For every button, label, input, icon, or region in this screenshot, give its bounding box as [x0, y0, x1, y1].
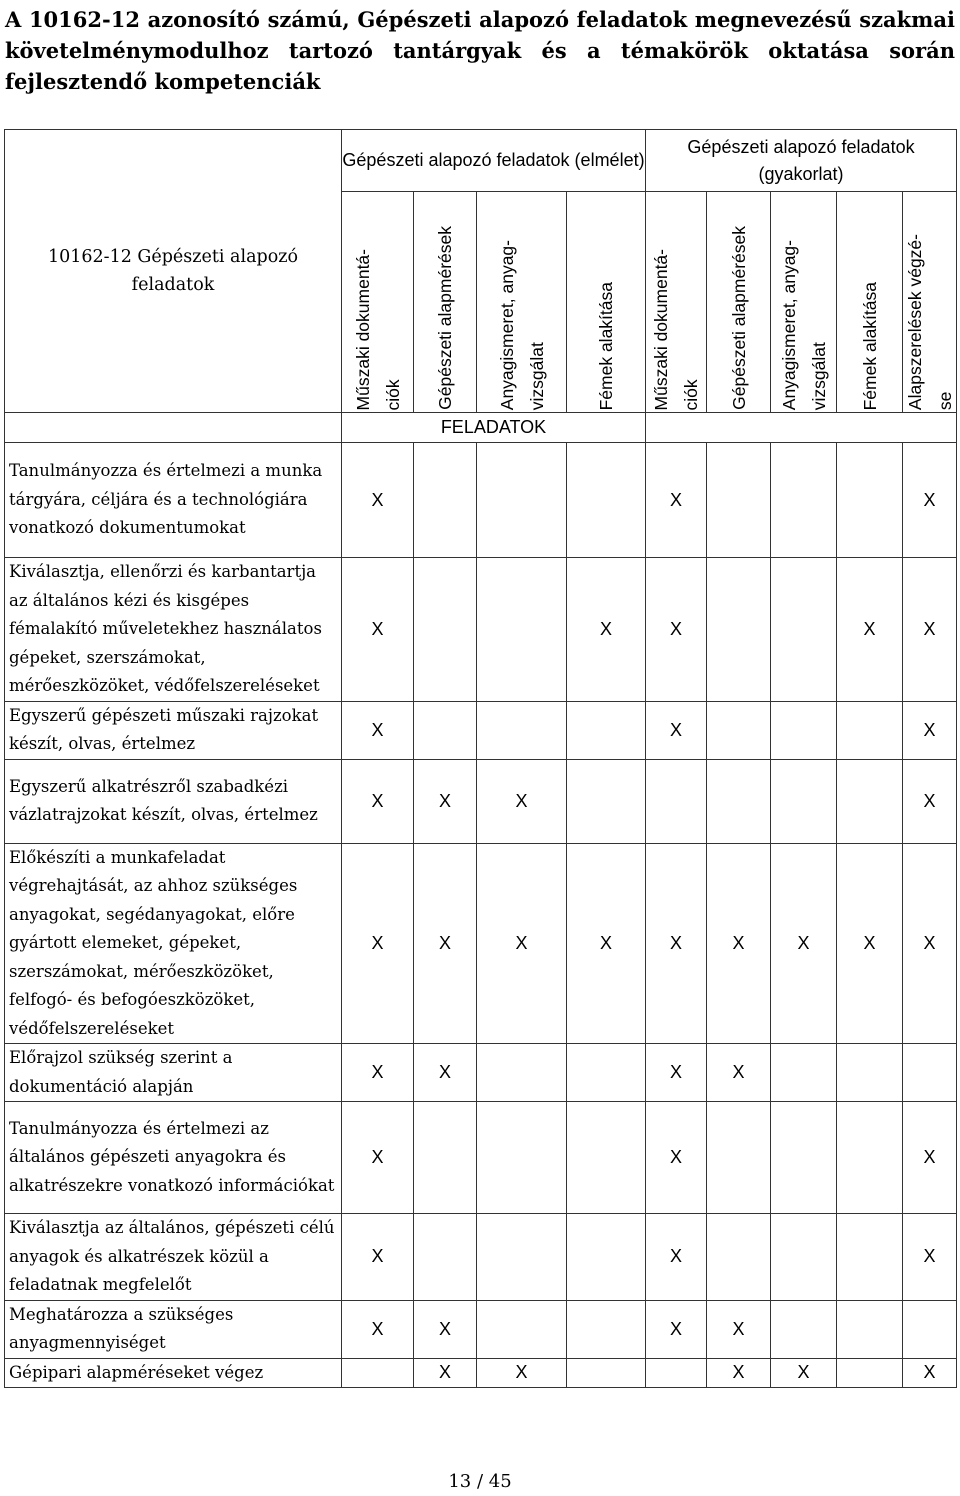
- task-cell: Kiválasztja, ellenőrzi és karbantartja az általános kézi és kisgépes fémalakító műveletekhez használatos gépeket, szerszámokat, mérőeszközöket, védőfelszereléseket: [5, 558, 342, 702]
- mark-cell: X: [837, 558, 903, 702]
- task-cell: Gépipari alapméréseket végez: [5, 1358, 342, 1388]
- mark-cell: X: [771, 843, 837, 1044]
- column-header-label: Műszaki dokumentá- ciók: [651, 248, 701, 410]
- mark-cell: X: [707, 1300, 771, 1358]
- table-row: [5, 1300, 957, 1358]
- mark-cell: [567, 1102, 646, 1214]
- mark-cell: X: [414, 843, 477, 1044]
- mark-cell: [771, 558, 837, 702]
- mark-cell: [837, 443, 903, 558]
- task-cell: Tanulmányozza és értelmezi az általános gépészeti anyagokra és alkatrészekre vonatkozó információkat: [5, 1102, 342, 1214]
- mark-cell: [477, 1102, 567, 1214]
- mark-cell: [771, 443, 837, 558]
- mark-cell: [837, 1214, 903, 1301]
- group-header-theory: Gépészeti alapozó feladatok (elmélet): [342, 130, 646, 192]
- mark-cell: X: [903, 701, 957, 759]
- competency-table: [4, 129, 957, 1388]
- mark-cell: X: [477, 843, 567, 1044]
- table-row: [5, 443, 957, 558]
- mark-cell: X: [342, 1300, 414, 1358]
- mark-cell: X: [477, 1358, 567, 1388]
- mark-cell: [707, 1102, 771, 1214]
- mark-cell: [771, 759, 837, 843]
- mark-cell: [646, 759, 707, 843]
- page-title: A 10162-12 azonosító számú, Gépészeti alapozó feladatok megnevezésű szakmai követelménymodulhoz tartozó tantárgyak és a témakörök oktatása során fejlesztendő kompetenciák: [5, 7, 955, 94]
- mark-cell: [903, 1044, 957, 1102]
- mark-cell: X: [707, 843, 771, 1044]
- table-corner-label: 10162-12 Gépészeti alapozó feladatok: [5, 130, 342, 413]
- column-header-label: Gépészeti alapmérések: [728, 226, 749, 410]
- mark-cell: [414, 1214, 477, 1301]
- table-row: [5, 558, 957, 702]
- mark-cell: [707, 443, 771, 558]
- mark-cell: X: [646, 1044, 707, 1102]
- mark-cell: X: [837, 843, 903, 1044]
- mark-cell: [903, 1300, 957, 1358]
- mark-cell: X: [414, 1300, 477, 1358]
- mark-cell: [837, 1044, 903, 1102]
- mark-cell: X: [342, 443, 414, 558]
- mark-cell: X: [903, 843, 957, 1044]
- column-header-label: Fémek alakítása: [859, 281, 880, 410]
- column-header: [477, 192, 567, 413]
- table-row: [5, 759, 957, 843]
- feladatok-spacer-right: [646, 413, 957, 443]
- task-cell: Egyszerű gépészeti műszaki rajzokat készít, olvas, értelmez: [5, 701, 342, 759]
- mark-cell: [771, 701, 837, 759]
- mark-cell: [707, 558, 771, 702]
- feladatok-spacer: [5, 413, 342, 443]
- mark-cell: [837, 759, 903, 843]
- mark-cell: X: [342, 1214, 414, 1301]
- mark-cell: X: [707, 1044, 771, 1102]
- mark-cell: [567, 1300, 646, 1358]
- task-cell: Előkészíti a munkafeladat végrehajtását, az ahhoz szükséges anyagokat, segédanyagokat, előre gyártott elemeket, gépeket, szerszámokat, mérőeszközöket, felfogó- és befogóeszközöket, védőfelszereléseket: [5, 843, 342, 1044]
- column-header: [707, 192, 771, 413]
- page-number: 13 / 45: [448, 1471, 512, 1492]
- mark-cell: X: [646, 1214, 707, 1301]
- mark-cell: X: [646, 1300, 707, 1358]
- task-cell: Meghatározza a szükséges anyagmennyiséget: [5, 1300, 342, 1358]
- mark-cell: X: [646, 558, 707, 702]
- mark-cell: X: [342, 1102, 414, 1214]
- mark-cell: [837, 1102, 903, 1214]
- mark-cell: X: [414, 1358, 477, 1388]
- mark-cell: [707, 759, 771, 843]
- table-row: [5, 843, 957, 1044]
- mark-cell: [414, 1102, 477, 1214]
- mark-cell: [771, 1102, 837, 1214]
- task-cell: Előrajzol szükség szerint a dokumentáció alapján: [5, 1044, 342, 1102]
- column-header-label: Gépészeti alapmérések: [435, 226, 455, 410]
- mark-cell: X: [903, 558, 957, 702]
- mark-cell: [567, 1044, 646, 1102]
- mark-cell: [567, 1214, 646, 1301]
- mark-cell: [477, 1214, 567, 1301]
- mark-cell: [771, 1300, 837, 1358]
- mark-cell: [477, 1300, 567, 1358]
- mark-cell: [477, 558, 567, 702]
- mark-cell: X: [477, 759, 567, 843]
- mark-cell: [646, 1358, 707, 1388]
- mark-cell: X: [414, 759, 477, 843]
- mark-cell: X: [342, 843, 414, 1044]
- mark-cell: [707, 701, 771, 759]
- column-header: [567, 192, 646, 413]
- column-header: [837, 192, 903, 413]
- mark-cell: [414, 443, 477, 558]
- mark-cell: [477, 1044, 567, 1102]
- mark-cell: X: [567, 843, 646, 1044]
- column-header-label: Műszaki dokumentá- ciók: [352, 248, 403, 410]
- mark-cell: X: [342, 1044, 414, 1102]
- column-header: [903, 192, 957, 413]
- table-row: [5, 1358, 957, 1388]
- mark-cell: [837, 1358, 903, 1388]
- table-row: [5, 1102, 957, 1214]
- column-header-label: Alapszerelések végzé- se: [904, 233, 955, 410]
- mark-cell: X: [903, 1358, 957, 1388]
- mark-cell: [342, 1358, 414, 1388]
- mark-cell: X: [646, 843, 707, 1044]
- column-header-label: Anyagismeret, anyag- vizsgálat: [496, 239, 547, 410]
- mark-cell: [707, 1214, 771, 1301]
- mark-cell: X: [646, 1102, 707, 1214]
- mark-cell: X: [342, 759, 414, 843]
- mark-cell: [567, 759, 646, 843]
- mark-cell: X: [646, 443, 707, 558]
- column-header-label: Fémek alakítása: [596, 281, 616, 410]
- table-row: [5, 1044, 957, 1102]
- mark-cell: X: [646, 701, 707, 759]
- mark-cell: X: [567, 558, 646, 702]
- mark-cell: [567, 443, 646, 558]
- mark-cell: X: [903, 759, 957, 843]
- mark-cell: X: [342, 701, 414, 759]
- mark-cell: X: [342, 558, 414, 702]
- table-row: [5, 1214, 957, 1301]
- mark-cell: [477, 701, 567, 759]
- mark-cell: X: [707, 1358, 771, 1388]
- task-cell: Kiválasztja az általános, gépészeti célú anyagok és alkatrészek közül a feladatnak megfelelőt: [5, 1214, 342, 1301]
- group-header-practice: Gépészeti alapozó feladatok (gyakorlat): [646, 130, 957, 192]
- task-cell: Egyszerű alkatrészről szabadkézi vázlatrajzokat készít, olvas, értelmez: [5, 759, 342, 843]
- mark-cell: [414, 701, 477, 759]
- mark-cell: X: [903, 1214, 957, 1301]
- column-header: [646, 192, 707, 413]
- mark-cell: [414, 558, 477, 702]
- task-cell: Tanulmányozza és értelmezi a munka tárgyára, céljára és a technológiára vonatkozó dokumentumokat: [5, 443, 342, 558]
- mark-cell: X: [414, 1044, 477, 1102]
- mark-cell: X: [771, 1358, 837, 1388]
- column-header: [771, 192, 837, 413]
- column-header-label: Anyagismeret, anyag- vizsgálat: [778, 239, 829, 410]
- mark-cell: [771, 1044, 837, 1102]
- table-row: [5, 701, 957, 759]
- column-header: [414, 192, 477, 413]
- mark-cell: [477, 443, 567, 558]
- mark-cell: X: [903, 443, 957, 558]
- mark-cell: [567, 1358, 646, 1388]
- mark-cell: [567, 701, 646, 759]
- mark-cell: [837, 701, 903, 759]
- mark-cell: [771, 1214, 837, 1301]
- section-label: FELADATOK: [342, 413, 646, 443]
- mark-cell: X: [903, 1102, 957, 1214]
- column-header: [342, 192, 414, 413]
- mark-cell: [837, 1300, 903, 1358]
